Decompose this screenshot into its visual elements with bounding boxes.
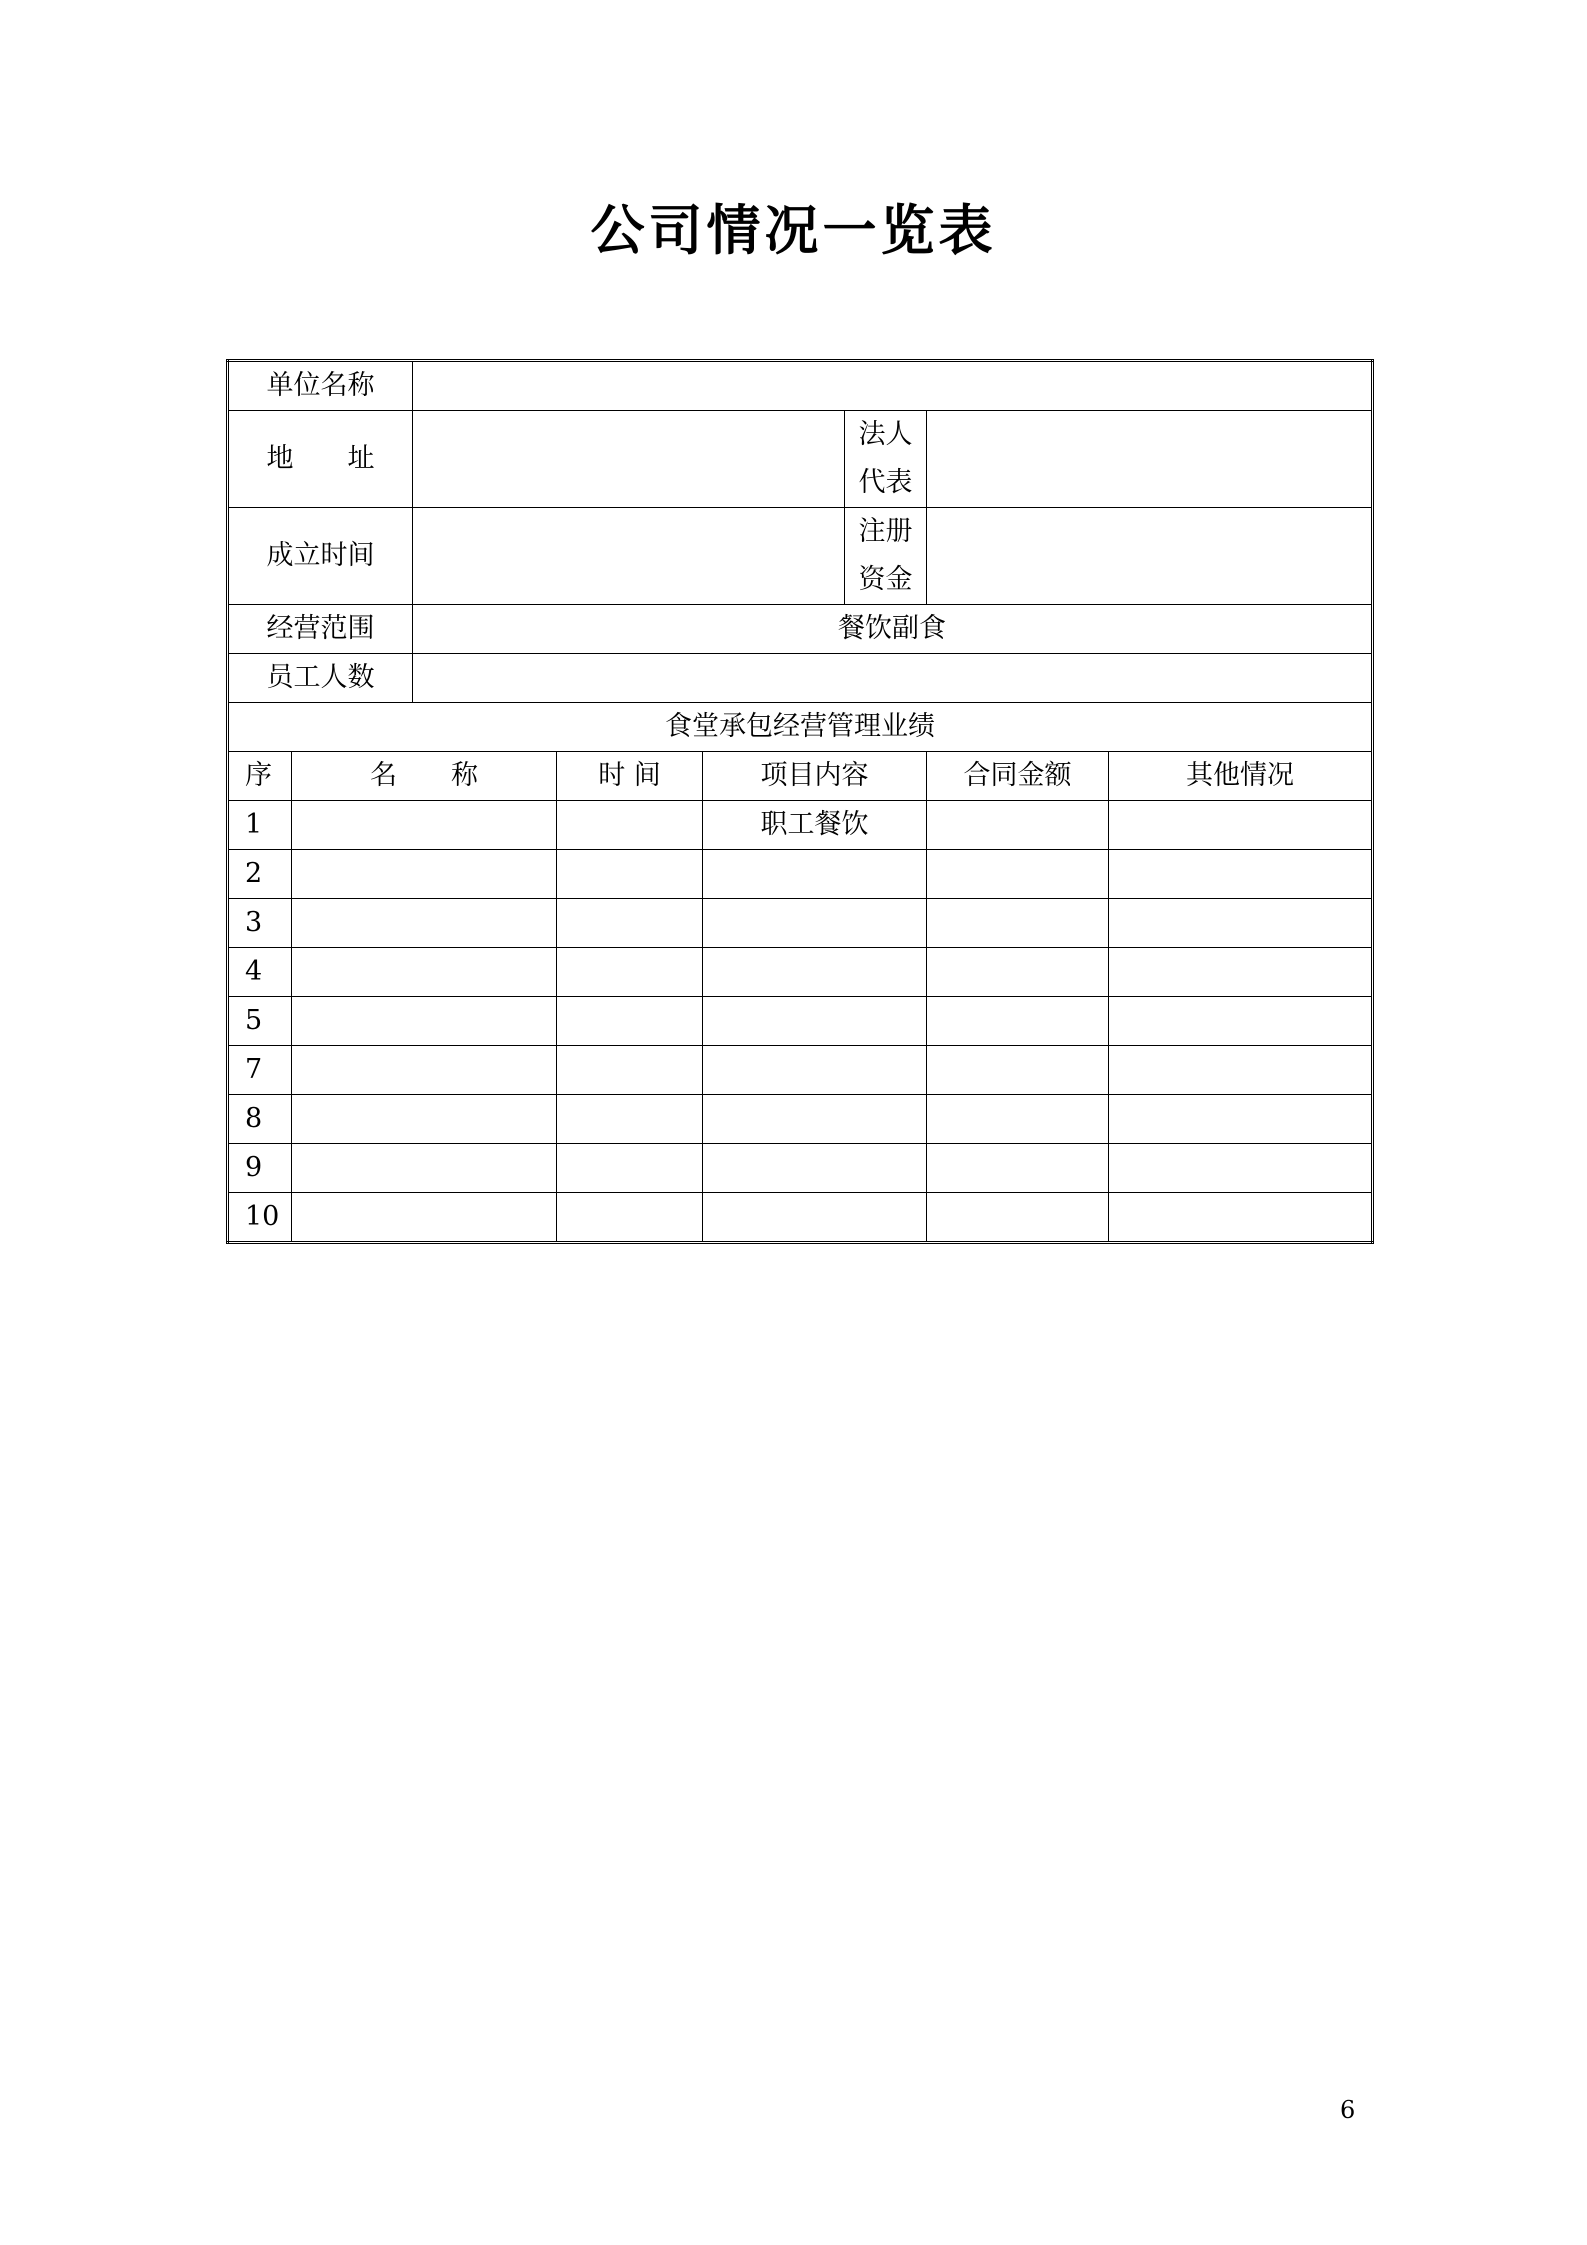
founded-row: [228, 508, 1373, 605]
row-other: [1109, 997, 1373, 1046]
header-no: 序: [228, 752, 292, 801]
row-no: 1: [228, 801, 292, 850]
table-row: [228, 1193, 1373, 1243]
row-other: [1109, 1193, 1373, 1243]
header-name: 名 称: [292, 752, 557, 801]
row-name: [292, 899, 557, 948]
employees-row: [228, 654, 1373, 703]
page-number: 6: [1340, 2096, 1356, 2124]
address-value: [413, 411, 845, 508]
row-time: [557, 899, 703, 948]
header-other: 其他情况: [1109, 752, 1373, 801]
row-other: [1109, 899, 1373, 948]
scope-label: 经营范围: [228, 605, 413, 654]
row-no: 9: [228, 1144, 292, 1193]
row-other: [1109, 850, 1373, 899]
table-row: [228, 997, 1373, 1046]
row-time: [557, 997, 703, 1046]
unit-name-label: 单位名称: [228, 361, 413, 411]
employees-label: 员工人数: [228, 654, 413, 703]
header-amount: 合同金额: [927, 752, 1109, 801]
row-no: 7: [228, 1046, 292, 1095]
scope-value: 餐饮副食: [413, 605, 1373, 654]
capital-value: [927, 508, 1373, 605]
row-time: [557, 1193, 703, 1243]
row-content: [703, 1095, 927, 1144]
row-content: [703, 997, 927, 1046]
row-name: [292, 1046, 557, 1095]
capital-label-line2: 资金: [858, 564, 913, 595]
row-name: [292, 1144, 557, 1193]
capital-label: [845, 508, 927, 605]
row-name: [292, 1095, 557, 1144]
row-amount: [927, 948, 1109, 997]
table-row: [228, 948, 1373, 997]
header-content: 项目内容: [703, 752, 927, 801]
row-amount: [927, 1193, 1109, 1243]
row-no: 4: [228, 948, 292, 997]
row-name: [292, 801, 557, 850]
legal-rep-label-line2: 代表: [858, 467, 913, 498]
address-row: [228, 411, 1373, 508]
row-amount: [927, 899, 1109, 948]
performance-section-title: 食堂承包经营管理业绩: [228, 703, 1373, 752]
row-amount: [927, 801, 1109, 850]
row-time: [557, 801, 703, 850]
row-amount: [927, 997, 1109, 1046]
row-amount: [927, 850, 1109, 899]
table-row: [228, 801, 1373, 850]
employees-value: [413, 654, 1373, 703]
row-time: [557, 1095, 703, 1144]
table-row: [228, 899, 1373, 948]
row-time: [557, 1144, 703, 1193]
header-time: 时 间: [557, 752, 703, 801]
row-content: 职工餐饮: [703, 801, 927, 850]
row-other: [1109, 948, 1373, 997]
row-other: [1109, 1144, 1373, 1193]
table-row: [228, 850, 1373, 899]
row-no: 2: [228, 850, 292, 899]
founded-label: 成立时间: [228, 508, 413, 605]
row-other: [1109, 801, 1373, 850]
row-name: [292, 850, 557, 899]
row-no: 5: [228, 997, 292, 1046]
capital-label-line1: 注册: [858, 516, 913, 547]
unit-name-value: [413, 361, 1373, 411]
row-content: [703, 1046, 927, 1095]
row-other: [1109, 1095, 1373, 1144]
scope-row: [228, 605, 1373, 654]
founded-value: [413, 508, 845, 605]
row-content: [703, 899, 927, 948]
table-row: [228, 1095, 1373, 1144]
legal-rep-label: [845, 411, 927, 508]
row-other: [1109, 1046, 1373, 1095]
page-title: 公司情况一览表: [590, 199, 997, 262]
row-content: [703, 948, 927, 997]
table-row: [228, 1144, 1373, 1193]
row-time: [557, 850, 703, 899]
row-content: [703, 850, 927, 899]
row-amount: [927, 1144, 1109, 1193]
row-name: [292, 1193, 557, 1243]
unit-name-row: [228, 361, 1373, 411]
row-amount: [927, 1095, 1109, 1144]
performance-title-row: [228, 703, 1373, 752]
row-time: [557, 948, 703, 997]
row-content: [703, 1193, 927, 1243]
row-name: [292, 948, 557, 997]
row-no: 8: [228, 1095, 292, 1144]
row-amount: [927, 1046, 1109, 1095]
row-content: [703, 1144, 927, 1193]
row-name: [292, 997, 557, 1046]
row-time: [557, 1046, 703, 1095]
row-no: 10: [228, 1193, 292, 1243]
address-label: 地 址: [228, 411, 413, 508]
performance-header-row: [228, 752, 1373, 801]
company-info-table: [226, 359, 1374, 1244]
table-row: [228, 1046, 1373, 1095]
row-no: 3: [228, 899, 292, 948]
legal-rep-label-line1: 法人: [858, 419, 913, 450]
legal-rep-value: [927, 411, 1373, 508]
